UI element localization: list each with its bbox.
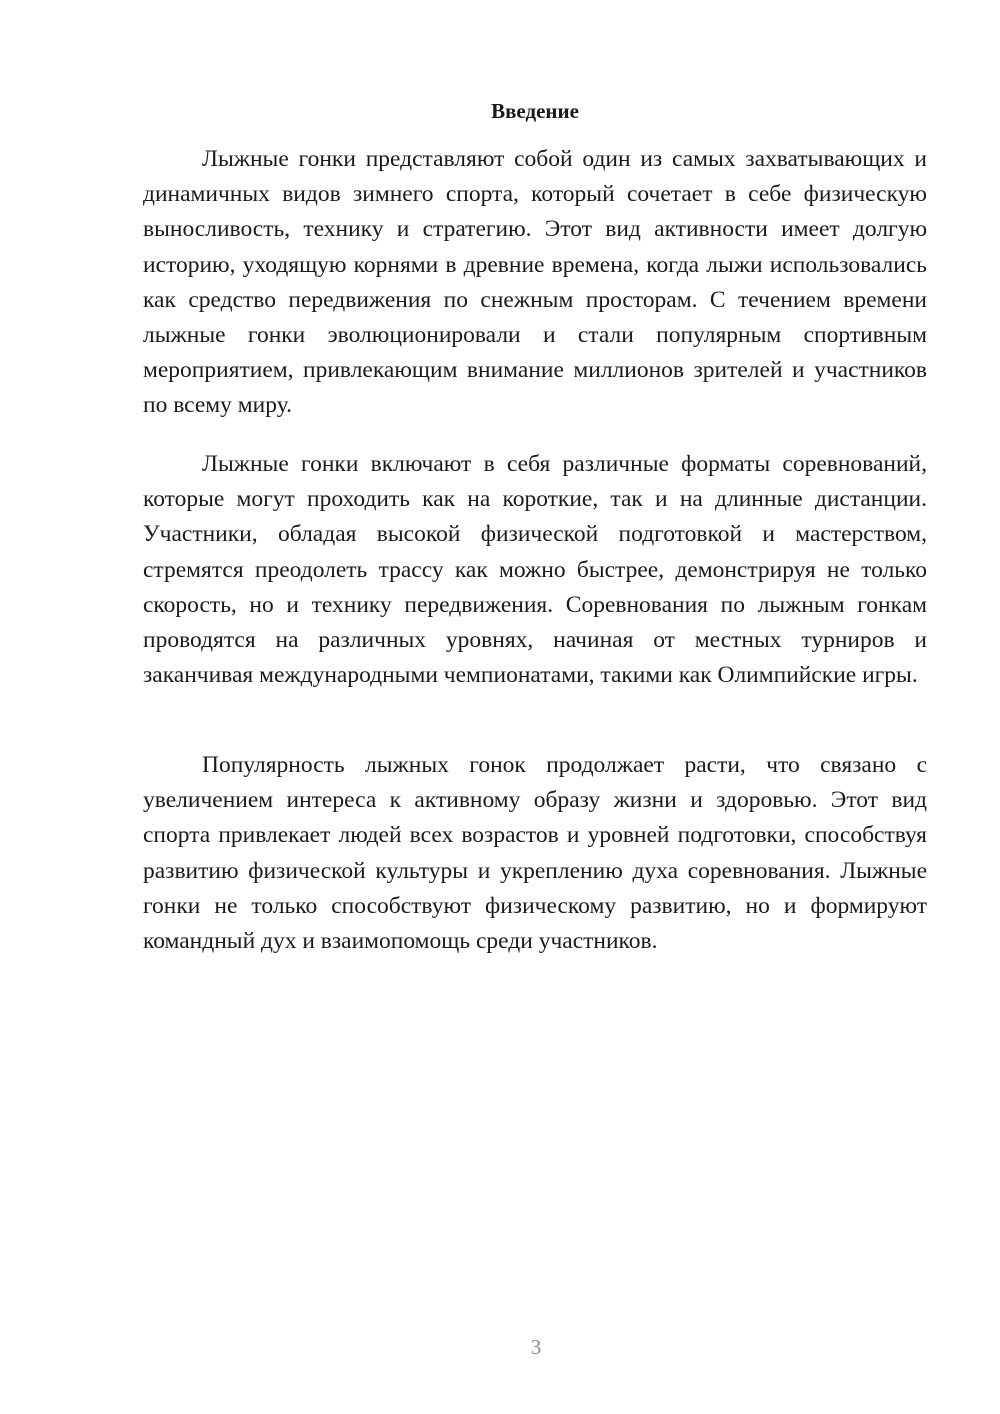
section-heading: Введение [491,99,579,123]
paragraph-1: Лыжные гонки представляют собой один из самых захватывающих и динамичных видов зимнего спорта, который сочетает в себе физическую выносливость, технику и стратегию. Этот вид активности имеет долгую историю, уходящую корнями в древние времена, когда лыжи использовались как средство передвижения по снежным просторам. С течением времени лыжные гонки эволюционировали и стали популярным спортивным мероприятием, привлекающим внимание миллионов зрителей и участников по всему миру. [143,146,927,419]
page-number: 3 [530,1335,542,1359]
paragraph-3: Популярность лыжных гонок продолжает расти, что связано с увеличением интереса к активному образу жизни и здоровью. Этот вид спорта привлекает людей всех возрастов и уровней подготовки, способствуя развитию физической культуры и укреплению духа соревнования. Лыжные гонки не только способствуют физическому развитию, но и формируют командный дух и взаимопомощь среди участников. [143,752,927,955]
paragraph-2: Лыжные гонки включают в себя различные форматы соревнований, которые могут проходить как на короткие, так и на длинные дистанции. Участники, обладая высокой физической подготовкой и мастерством, стремятся преодолеть трассу как можно быстрее, демонстрируя не только скорость, но и технику передвижения. Соревнования по лыжным гонкам проводятся на различных уровнях, начиная от местных турниров и заканчивая международными чемпионатами, такими как Олимпийские игры. [143,451,927,689]
